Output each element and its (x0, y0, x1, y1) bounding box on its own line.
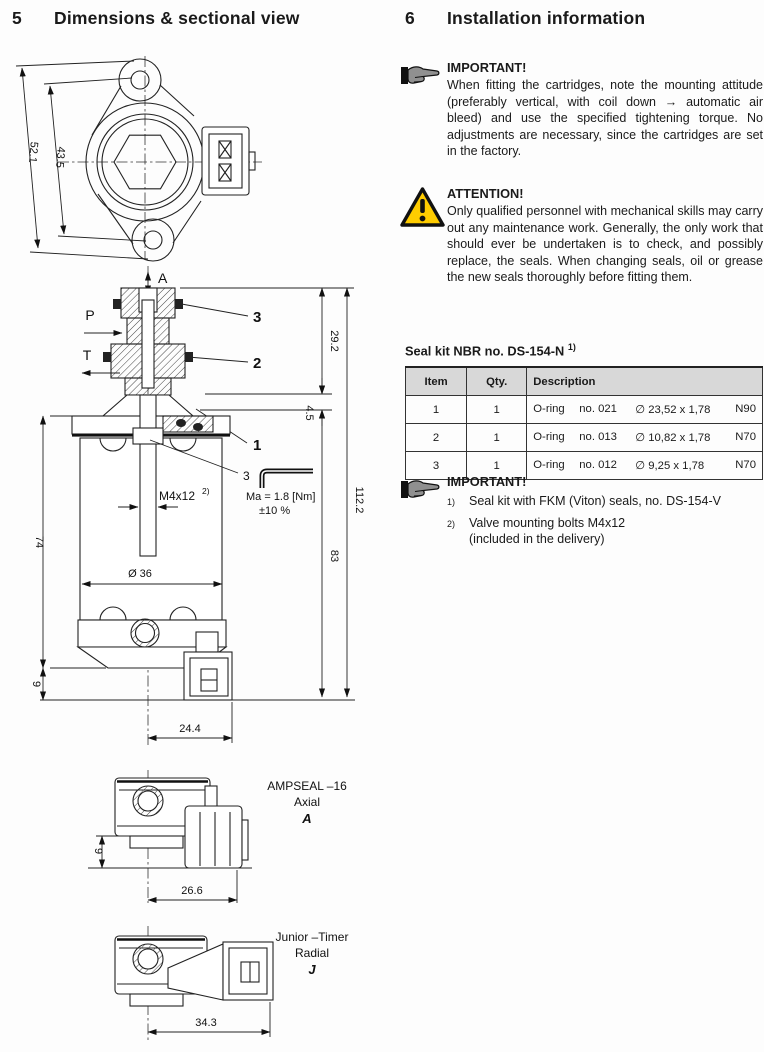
section-5-number: 5 (12, 8, 22, 28)
table-row (406, 396, 763, 424)
junior-name: Junior –Timer (275, 930, 349, 944)
dim-9: 9 (30, 680, 42, 688)
cell-description: O-ring no. 013 ∅ 10,82 x 1,78 N70 (527, 424, 763, 452)
allen-key-icon (262, 471, 313, 488)
callout-1: 1 (253, 437, 262, 454)
port-t-label: T (82, 347, 92, 363)
dim-43-5: 43.5 (53, 146, 67, 169)
cell-item: 3 (406, 452, 467, 480)
seal-kit-title: Seal kit NBR no. DS-154-N $^{1)}$ (405, 342, 576, 359)
footnote-2-continuation: (included in the delivery) (469, 532, 605, 547)
table-header-row (406, 367, 763, 396)
torque-label: Ma = 1.8 [Nm] (246, 491, 316, 503)
bolt-label: M4x12 (159, 489, 196, 503)
callout-3: 3 (253, 309, 262, 326)
dim-83: 83 (328, 549, 340, 563)
dim-4-5: 4.5 (303, 405, 315, 421)
ampseal-mount: Axial (293, 795, 321, 809)
attention-body: Only qualified personnel with mechanical skills may carry out any maintenance work. Generally, the only work that should ever be undertaken is to check, and possibly replace, the seals. When changing seals, oil or grease the new seals thoroughly before fitting them. (447, 204, 763, 285)
dim-52-1: 52.1 (26, 141, 40, 164)
pointing-hand-icon (400, 62, 444, 95)
important-1-body: When fitting the cartridges, note the mounting attitude (preferably vertical, with coil down → automatic air bleed) and use the specified tightening torque. No adjustments are necessary, since the cartridges are set in the factory. (447, 78, 763, 159)
important-note-1 (447, 60, 763, 160)
dim-26-6: 26.6 (181, 885, 203, 897)
ampseal-code: A (302, 811, 312, 826)
top-view (16, 56, 262, 261)
cell-qty: 1 (467, 396, 527, 424)
attention-note (447, 186, 763, 286)
footnote-1: 1) Seal kit with FKM (Viton) seals, no. DS-154-V (447, 494, 721, 508)
pointing-hand-icon (400, 476, 444, 509)
important-2-title: IMPORTANT! (447, 474, 527, 489)
section-6-heading (405, 8, 755, 29)
dim-ampseal-9: 9 (92, 847, 104, 855)
important-note-2 (447, 474, 763, 548)
cell-item: 2 (406, 424, 467, 452)
ampseal-view (88, 770, 347, 903)
junior-mount: Radial (294, 946, 330, 960)
torque-tolerance: ±10 % (259, 505, 291, 517)
junior-code: J (308, 962, 316, 977)
table-row (406, 424, 763, 452)
section-6-number: 6 (405, 8, 415, 28)
bolt-footnote-ref: 2) (202, 486, 210, 496)
col-header-description: Description (527, 367, 763, 396)
warning-triangle-icon (400, 186, 444, 233)
dim-34-3: 34.3 (195, 1017, 217, 1029)
dim-74: 74 (33, 535, 45, 549)
seal-kit-table (405, 366, 763, 480)
junior-timer-view (115, 926, 348, 1040)
important-1-title: IMPORTANT! (447, 60, 527, 75)
section-5-title: Dimensions & sectional view (54, 8, 300, 28)
seal-kit-title-footnote-ref: 1) (567, 342, 576, 352)
col-header-qty: Qty. (467, 367, 527, 396)
port-a-label: A (158, 270, 168, 286)
col-header-item: Item (406, 367, 467, 396)
dim-112-2: 112.2 (353, 486, 365, 514)
dim-29-2: 29.2 (328, 330, 340, 352)
sectional-view (30, 266, 365, 748)
dim-24-4: 24.4 (179, 723, 201, 735)
port-p-label: P (85, 307, 95, 323)
callout-2: 2 (253, 355, 262, 372)
footnote-2: 2) Valve mounting bolts M4x12 (included in the delivery) (447, 515, 626, 547)
cell-description: O-ring no. 021 ∅ 23,52 x 1,78 N90 (527, 396, 763, 424)
top-view-connector (202, 127, 255, 195)
cell-qty: 1 (467, 424, 527, 452)
cell-item: 1 (406, 396, 467, 424)
diameter-label: Ø 36 (128, 568, 152, 580)
section-6-title: Installation information (447, 8, 646, 28)
ampseal-name: AMPSEAL –16 (267, 779, 347, 793)
attention-title: ATTENTION! (447, 186, 524, 201)
callout-allen-key: 3 (243, 469, 250, 483)
cell-qty: 1 (467, 452, 527, 480)
cell-description: O-ring no. 012 ∅ 9,25 x 1,78 N70 (527, 452, 763, 480)
